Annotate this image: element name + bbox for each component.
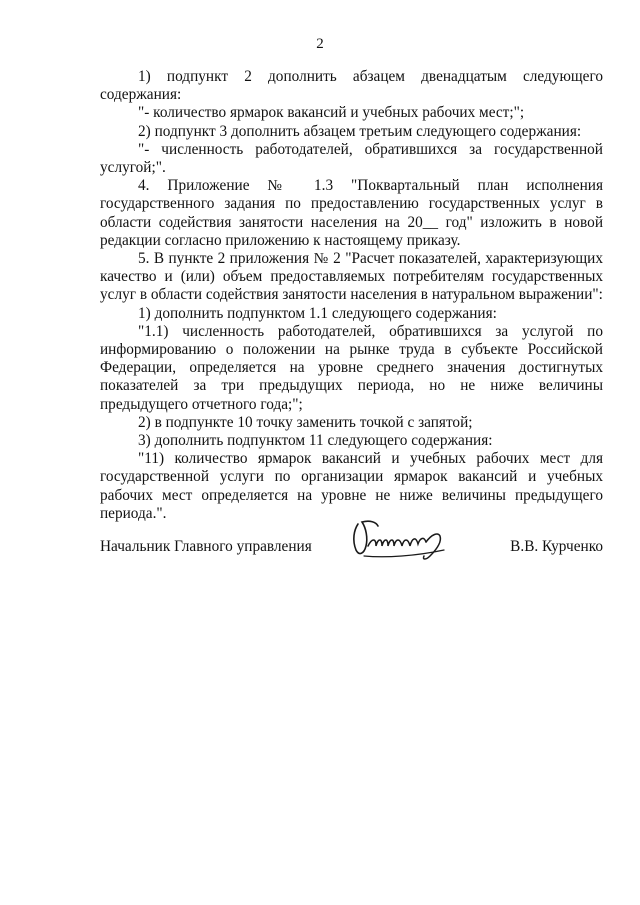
document-body (100, 68, 603, 523)
paragraph-1: 1) подпункт 2 дополнить абзацем двенадцатым следующего содержания: (100, 68, 603, 104)
paragraph-4: "- численность работодателей, обратившихся за государственной услугой;". (100, 140, 603, 177)
paragraph-11: "11) количество ярмарок вакансий и учебных рабочих мест для государственной услуги по организации ярмарок вакансий и учебных рабочих мест определяется на уровне не ниже величины предыдущего периода.". (100, 450, 603, 522)
paragraph-10: 3) дополнить подпунктом 11 следующего содержания: (138, 432, 493, 450)
paragraph-3: 2) подпункт 3 дополнить абзацем третьим следующего содержания: (138, 122, 582, 140)
paragraph-7: 1) дополнить подпунктом 1.1 следующего содержания: (138, 304, 497, 322)
handwritten-signature (346, 516, 462, 562)
paragraph-6: 5. В пункте 2 приложения № 2 "Расчет показателей, характеризующих качество и (или) объем предоставляемых потребителям государственных услуг в области содействия занятости населения в натуральном выражении": (100, 250, 603, 304)
signature-block (100, 538, 603, 568)
paragraph-2: "- количество ярмарок вакансий и учебных рабочих мест;"; (138, 104, 525, 122)
page-number: 2 (316, 36, 324, 52)
signer-position: Начальник Главного управления (100, 538, 312, 555)
paragraph-5: 4. Приложение № 1.3 "Поквартальный план исполнения государственного задания по предоставлению государственных услуг в области содействия занятости населения на 20__ год" изложить в новой редакции согласно приложению к настоящему приказу. (100, 177, 603, 249)
paragraph-8: "1.1) численность работодателей, обратившихся за услугой по информированию о положении на рынке труда в субъекте Российской Федерации, определяется на уровне среднего значения достигнутых показателей за три предыдущих периода, но не ниже величины предыдущего отчетного года;"; (100, 322, 603, 413)
signer-name: В.В. Курченко (510, 538, 603, 555)
paragraph-9: 2) в подпункте 10 точку заменить точкой с запятой; (138, 413, 473, 431)
